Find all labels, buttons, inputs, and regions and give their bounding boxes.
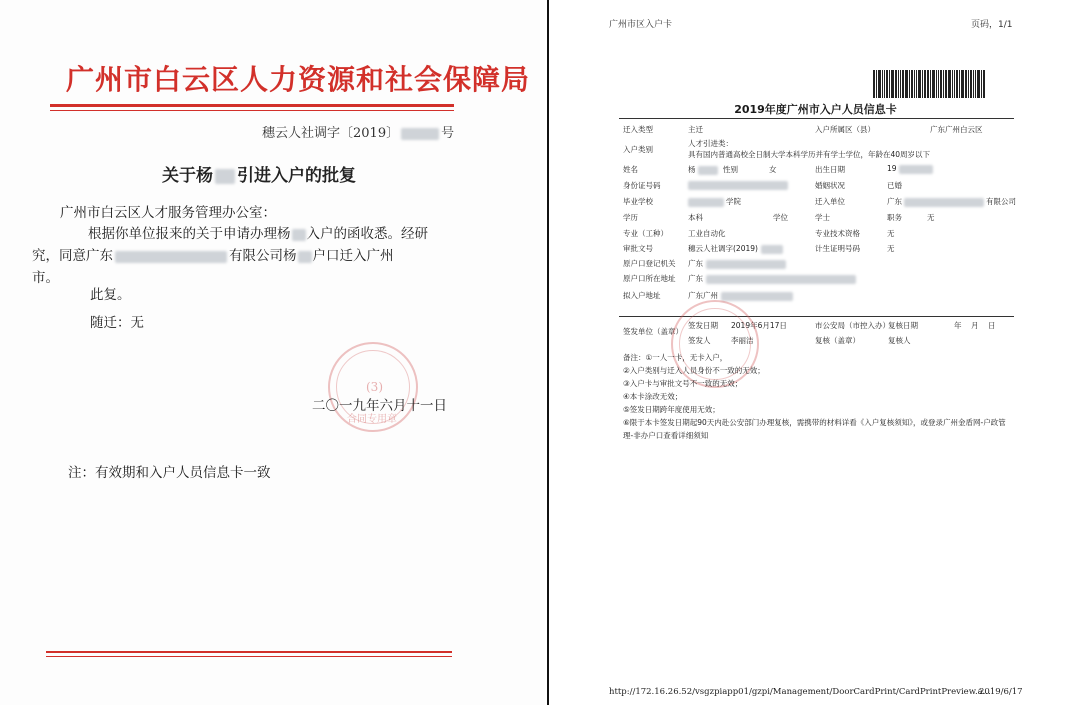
redacted-block <box>688 198 724 207</box>
redacted-block <box>904 198 984 207</box>
label-recheck-date: 复核日期 <box>888 321 918 330</box>
label-name: 姓名 <box>623 165 638 174</box>
print-header-left: 广州市区入户卡 <box>609 20 673 30</box>
label-move-type: 迁入类型 <box>623 125 653 134</box>
letterhead-title: 广州市白云区人力资源和社会保障局 <box>66 63 531 96</box>
label-sign-date: 签发日期 <box>688 321 718 330</box>
subject-suffix: 引进入户的批复 <box>237 166 356 186</box>
letter-subject <box>162 161 356 186</box>
barcode-bar <box>882 70 883 98</box>
label-degree: 学位 <box>773 213 788 222</box>
value-category: 人才引进类： <box>688 139 733 148</box>
value-degree: 学士 <box>815 213 830 222</box>
value-position: 无 <box>927 213 935 222</box>
label-major: 专业（工种） <box>623 229 668 238</box>
redacted-block <box>401 128 439 140</box>
value-professional-title: 无 <box>887 229 895 238</box>
redacted-block <box>761 245 783 254</box>
value-orig-address <box>688 273 856 284</box>
value-district: 广东广州白云区 <box>930 125 983 134</box>
value-major: 工业自动化 <box>688 229 726 238</box>
barcode-bar <box>973 70 974 98</box>
footer-rule-top <box>46 651 452 653</box>
signature-rule <box>619 316 1014 317</box>
barcode-bar <box>895 70 897 98</box>
remark-line-4: ④本卡涂改无效； <box>623 392 683 401</box>
barcode-bar <box>968 70 969 98</box>
remark-line-5: ⑤签发日期跨年度使用无效； <box>623 405 720 414</box>
value-approval-number-text: 穗云人社调字(2019) <box>688 244 758 253</box>
barcode-bar <box>981 70 982 98</box>
print-header-page: 页码，1/1 <box>971 20 1013 30</box>
barcode-bar <box>886 70 888 98</box>
barcode-bar <box>924 70 926 98</box>
letterhead-rule-bottom <box>50 110 454 111</box>
label-district: 入户所属区（县） <box>815 125 875 134</box>
label-family-planning: 计生证明号码 <box>815 244 860 253</box>
value-employer: 广东 有限公司 <box>887 197 1016 206</box>
label-signer: 签发人 <box>688 336 711 345</box>
label-id-number: 身份证号码 <box>623 181 661 190</box>
label-professional-title: 专业技术资格 <box>815 229 860 238</box>
value-family-planning: 无 <box>887 244 895 253</box>
redacted-block <box>721 292 793 301</box>
barcode-bar <box>965 70 967 98</box>
barcode-bar <box>891 70 894 98</box>
recheck-day: 日 <box>988 321 996 330</box>
label-birthdate: 出生日期 <box>815 165 845 174</box>
label-gender: 性别 <box>723 165 738 174</box>
label-recheck-stamp: 复核（盖章） <box>815 336 860 345</box>
value-birthdate-text: 19 <box>887 164 897 173</box>
redacted-block <box>115 251 227 263</box>
value-sign-date: 2019年6月17日 <box>731 321 787 330</box>
document-number-suffix: 号 <box>441 126 455 141</box>
label-police-office: 市公安局（市控入办） <box>815 321 890 330</box>
barcode-bar <box>948 70 951 98</box>
remark-line-7: 理-非办户口查看详细须知 <box>623 431 709 440</box>
body-line-1: 根据你单位报来的关于申请办理杨 <box>88 226 291 242</box>
remark-line-1: 备注：①一人一卡，无卡入户， <box>623 353 728 362</box>
label-approval-number: 审批文号 <box>623 244 653 253</box>
letterhead-rule-top <box>50 104 454 107</box>
label-marital: 婚姻状况 <box>815 181 845 190</box>
footer-rule-bottom <box>46 656 452 657</box>
value-orig-registry-text: 广东 <box>688 259 703 268</box>
value-move-type: 主迁 <box>688 125 703 134</box>
value-school <box>688 196 741 207</box>
barcode-bar <box>918 70 921 98</box>
barcode-bar <box>961 70 964 98</box>
barcode-bar <box>959 70 960 98</box>
card-title: 2019年度广州市入户人员信息卡 <box>734 103 897 116</box>
barcode-bar <box>911 70 913 98</box>
table-top-rule <box>619 118 1014 119</box>
value-signer: 李丽洁 <box>731 336 754 345</box>
accompanying-persons: 随迁：无 <box>90 315 144 331</box>
barcode-bar <box>943 70 944 98</box>
value-education: 本科 <box>688 213 703 222</box>
value-new-address <box>688 290 793 301</box>
label-employer: 迁入单位 <box>815 197 845 206</box>
letter-note: 注：有效期和入户人员信息卡一致 <box>68 465 271 481</box>
remark-line-6: ⑥限于本卡签发日期起90天内赴公安部门办理复核，需携带的材料详看《入户复核须知》，或登录广州金盾网-户政管 <box>623 418 1006 427</box>
remark-line-2: ②入户类别与迁入人员身份不一致的无效； <box>623 366 765 375</box>
barcode-bar <box>956 70 958 98</box>
body-line-2-start: 究，同意广东 <box>32 248 113 264</box>
document-number <box>262 122 454 141</box>
redacted-block <box>292 229 306 241</box>
page-divider <box>547 0 549 705</box>
body-line-2-mid: 有限公司杨 <box>229 248 297 264</box>
barcode-bar <box>927 70 929 98</box>
value-name <box>688 164 718 175</box>
body-line-3: 市。 <box>32 270 59 286</box>
label-orig-address: 原户口所在地址 <box>623 274 676 283</box>
print-url: http://172.16.26.52/vsgzpiapp01/gzpi/Management/DoorCardPrint/CardPrintPreview.a... <box>609 687 991 697</box>
value-school-text: 学院 <box>726 197 741 206</box>
value-category-detail: 具有国内普通高校全日制大学本科学历并有学士学位，年龄在40周岁以下 <box>688 150 931 159</box>
redacted-block <box>899 165 933 174</box>
barcode-bar <box>970 70 972 98</box>
document-number-text: 穗云人社调字〔2019〕 <box>262 126 400 141</box>
household-info-card-page <box>551 0 1080 705</box>
value-birthdate <box>887 164 933 174</box>
print-date: 2019/6/17 <box>979 687 1023 697</box>
seal-text: 合同专用章 <box>347 414 397 425</box>
label-orig-registry: 原户口登记机关 <box>623 259 676 268</box>
label-rechecker: 复核人 <box>888 336 911 345</box>
barcode-bar <box>945 70 947 98</box>
redacted-block <box>706 260 786 269</box>
recheck-month: 月 <box>971 321 979 330</box>
barcode-bar <box>889 70 890 98</box>
redacted-block <box>298 251 312 263</box>
value-employer-text: 有限公司 <box>986 197 1016 206</box>
barcode-bar <box>905 70 908 98</box>
body-line-1-end: 入户的函收悉。经研 <box>306 226 428 242</box>
subject-prefix: 关于杨 <box>162 166 213 186</box>
value-name-text: 杨 <box>688 165 696 174</box>
redacted-block <box>706 275 856 284</box>
barcode-bar <box>954 70 955 98</box>
barcode-bar <box>884 70 885 98</box>
barcode-bar <box>922 70 923 98</box>
barcode-bar <box>940 70 942 98</box>
barcode-bar <box>952 70 953 98</box>
barcode-bar <box>909 70 910 98</box>
remark-line-3: ③入户卡与审批文号不一致的无效； <box>623 379 743 388</box>
barcode-bar <box>916 70 917 98</box>
letter-recipient: 广州市白云区人才服务管理办公室： <box>60 205 276 221</box>
barcode-bar <box>900 70 901 98</box>
label-new-address: 拟入户地址 <box>623 291 661 300</box>
barcode-bar <box>938 70 939 98</box>
barcode-bar <box>878 70 881 98</box>
label-school: 毕业学校 <box>623 197 653 206</box>
value-orig-registry <box>688 258 786 269</box>
value-new-address-text: 广东广州 <box>688 291 718 300</box>
body-line-2-end: 户口迁入广州 <box>312 248 394 264</box>
letter-date: 二〇一九年六月十一日 <box>312 398 447 414</box>
barcode <box>873 70 1001 98</box>
barcode-bar <box>914 70 915 98</box>
barcode-bar <box>977 70 980 98</box>
barcode-bar <box>983 70 985 98</box>
label-education: 学历 <box>623 213 638 222</box>
redacted-block <box>698 166 718 175</box>
value-gender: 女 <box>769 165 777 174</box>
barcode-bar <box>898 70 899 98</box>
label-position: 职务 <box>887 213 902 222</box>
label-category: 入户类别 <box>623 145 653 154</box>
label-sign-unit: 签发单位（盖章） <box>623 327 683 336</box>
barcode-bar <box>902 70 904 98</box>
letter-body <box>32 223 452 289</box>
redacted-block <box>215 169 235 184</box>
barcode-bar <box>873 70 875 98</box>
value-approval-number <box>688 243 783 254</box>
barcode-bar <box>876 70 877 98</box>
redacted-block <box>688 181 788 190</box>
barcode-bar <box>932 70 935 98</box>
barcode-bar <box>975 70 976 98</box>
recheck-year: 年 <box>954 321 962 330</box>
seal-number: (3) <box>366 380 383 394</box>
value-marital: 已婚 <box>887 181 902 190</box>
value-orig-address-text: 广东 <box>688 274 703 283</box>
barcode-bar <box>936 70 937 98</box>
value-id-number <box>688 180 788 190</box>
closing-phrase: 此复。 <box>90 287 131 303</box>
barcode-bar <box>930 70 931 98</box>
